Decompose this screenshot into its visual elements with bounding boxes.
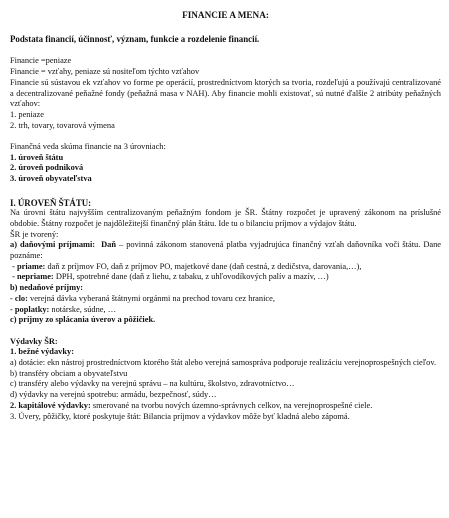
direct-taxes-label: - priame:	[12, 261, 46, 271]
indirect-taxes-item	[10, 272, 441, 283]
non-tax-revenue-label: b) nedaňové príjmy:	[10, 283, 84, 293]
level-2: 2. úroveň podniková	[10, 163, 84, 173]
fees-label: - poplatky:	[10, 304, 50, 314]
definition-line-2: Financie = vzťahy, peniaze sú nositeľom týchto vzťahov	[10, 67, 200, 77]
definition-item-2: 2. trh, tovary, tovarová výmena	[10, 120, 115, 130]
current-expenses-label: 1. bežné výdavky:	[10, 347, 74, 357]
definition-item-1: 1. peniaze	[10, 109, 44, 119]
expenses-heading: Výdavky ŠR:	[10, 336, 58, 346]
customs-item	[10, 294, 441, 305]
capital-expenses-label: 2. kapitálové výdavky:	[10, 400, 91, 410]
science-intro: Finančná veda skúma financie na 3 úrovniach:	[10, 142, 166, 152]
state-paragraph: Na úrovni štátu najvyšším centralizovaným peňažným fondom je ŠR. Štátny rozpočet je upravený zákonom na príslušné obdobie. Štátny rozpočet je najdôležitejší finančný plán štátu. Ide tu o bilanciu príjmov a výdajov štátu.	[10, 208, 441, 228]
customs-text: verejná dávka vyberaná štátnymi orgánmi na prechod tovaru cez hranice,	[27, 293, 275, 303]
tax-revenue-item	[10, 240, 441, 261]
capital-expenses-text: smerované na tvorbu nových územno-správnych celkov, na verejnoprospešné ciele.	[90, 400, 373, 410]
indirect-taxes-text: DPH, spotrebné dane (daň z liehu, z tabaku, z uhľovodíkových palív a mazív, …)	[53, 272, 329, 282]
expense-item-a: a) dotácie: ekn nástroj prostredníctvom ktorého štát alebo verejná samospráva podporuje realizáciu verejnoprospešných cieľov.	[10, 358, 437, 368]
fees-text: notárske, súdne, …	[49, 304, 117, 314]
indirect-taxes-label: - nepriame:	[12, 272, 54, 282]
level-3: 3. úroveň obyvateľstva	[10, 174, 92, 184]
expense-item-d: d) výdavky na verejnú spotrebu: armádu, bezpečnosť, súdy…	[10, 390, 217, 400]
definition-paragraph: Financie sú sústavou ek vzťahov vo forme pe operácií, prostredníctvom ktorých sa tvoria, rozdeľujú a používajú centralizované a decentralizované peňažné fondy (peňažná masa v NAH). Aby financie mohli existovať, sú nutné ďalšie 2 atribúty peňažných vzťahov:	[10, 77, 441, 109]
expense-item-b: b) transféry obciam a obyvateľstvu	[10, 368, 128, 378]
loan-repayment-item: c) príjmy zo splácania úverov a pôžičiek.	[10, 315, 156, 325]
direct-taxes-text: daň z príjmov FO, daň z príjmov PO, majetkové dane (daň cestná, z dedičstva, darovania,…),	[45, 261, 362, 271]
capital-expenses-item	[10, 401, 441, 412]
section-heading-state: I. ÚROVEŇ ŠTÁTU:	[10, 197, 92, 208]
fees-item	[10, 305, 441, 316]
definition-line-1: Financie =peniaze	[10, 56, 72, 66]
tax-term: Daň	[101, 240, 117, 250]
document-subtitle: Podstata financií, účinnosť, význam, funkcie a rozdelenie financií.	[10, 33, 260, 44]
direct-taxes-item	[10, 262, 441, 273]
customs-label: - clo:	[10, 293, 28, 303]
expense-item-c: c) transféry alebo výdavky na verejnú správu – na kultúru, školstvo, zdravotníctvo…	[10, 379, 295, 389]
level-1: 1. úroveň štátu	[10, 152, 64, 162]
state-budget-formed: ŠR je tvorený:	[10, 229, 59, 239]
state-loans-item: 3. Úvery, pôžičky, ktoré poskytuje štát: Bilancia príjmov a výdavkov môže byť kladná alebo zápomá.	[10, 411, 350, 421]
tax-definition: – povinná zákonom stanovená platba vyjadrujúca finančný vzťah daňovníka voči štátu. Dane poznáme:	[10, 240, 442, 261]
document-title: FINANCIE A MENA:	[182, 10, 269, 20]
tax-revenue-label: a) daňovými príjmami:	[10, 240, 96, 250]
